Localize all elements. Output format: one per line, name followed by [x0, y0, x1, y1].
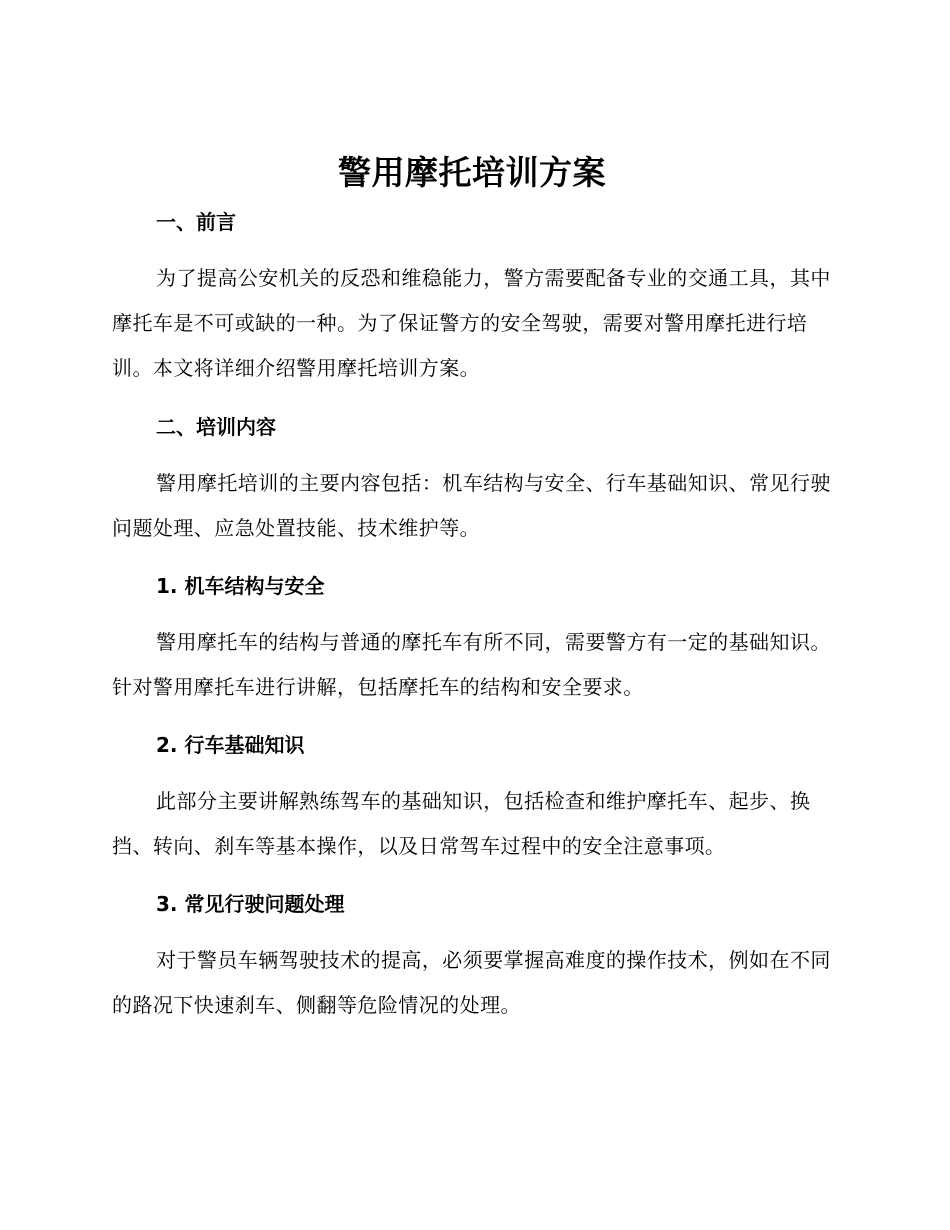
section-heading-driving-basics: 2. 行车基础知识 — [156, 733, 305, 757]
section-paragraph-training-content: 警用摩托培训的主要内容包括：机车结构与安全、行车基础知识、常见行驶问题处理、应急处置技能、技术维护等。 — [112, 471, 831, 540]
section-paragraph-driving-problems: 对于警员车辆驾驶技术的提高，必须要掌握高难度的操作技术，例如在不同的路况下快速刹车、侧翻等危险情况的处理。 — [112, 948, 831, 1017]
section-paragraph-structure-safety: 警用摩托车的结构与普通的摩托车有所不同，需要警方有一定的基础知识。针对警用摩托车进行讲解，包括摩托车的结构和安全要求。 — [112, 630, 831, 699]
section-paragraph-preface: 为了提高公安机关的反恐和维稳能力，警方需要配备专业的交通工具，其中摩托车是不可或缺的一种。为了保证警方的安全驾驶，需要对警用摩托进行培训。本文将详细介绍警用摩托培训方案。 — [112, 266, 831, 380]
document-title: 警用摩托培训方案 — [338, 153, 606, 192]
section-heading-training-content: 二、培训内容 — [156, 415, 276, 439]
section-paragraph-driving-basics: 此部分主要讲解熟练驾车的基础知识，包括检查和维护摩托车、起步、换挡、转向、刹车等基本操作，以及日常驾车过程中的安全注意事项。 — [112, 789, 811, 858]
section-heading-preface: 一、前言 — [156, 210, 236, 234]
section-heading-structure-safety: 1. 机车结构与安全 — [156, 574, 325, 598]
section-heading-driving-problems: 3. 常见行驶问题处理 — [156, 892, 345, 916]
